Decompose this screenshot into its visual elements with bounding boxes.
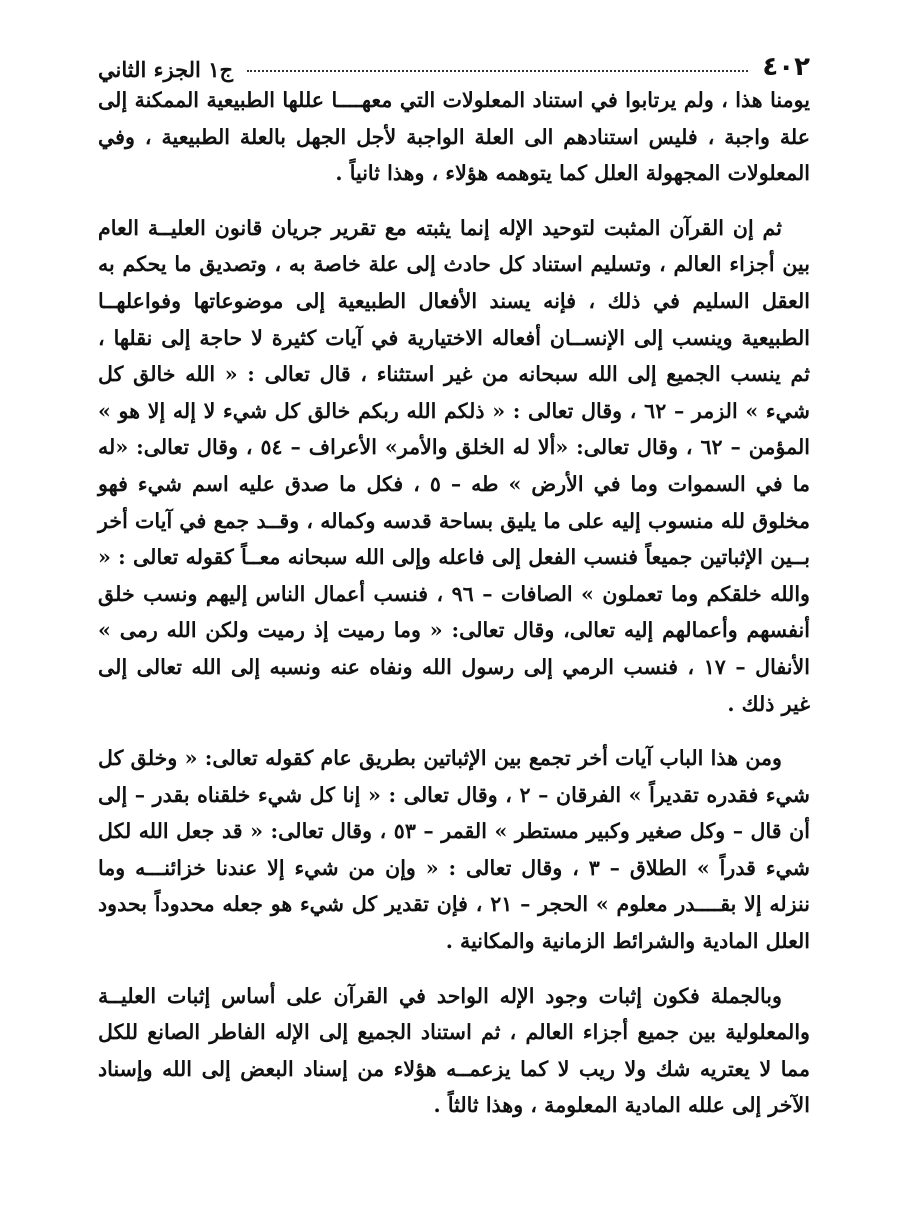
paragraph-1: يومنا هذا ، ولم يرتابوا في استناد المعلولات التي معهــــا عللها الطبيعية الممكنة إلى علة واجبة ، فليس استنادهم الى العلة الواجبة لأجل الجهل بالعلة الطبيعية ، وفي المعلولات المجهولة العلل كما يتوهمه هؤلاء ، وهذا ثانياً . <box>98 88 810 186</box>
paragraph-2: ثم إن القرآن المثبت لتوحيد الإله إنما يثبته مع تقرير جريان قانون العليــة العام بين أجزاء العالم ، وتسليم استناد كل حادث إلى علة خاصة به ، وتصديق ما يحكم به العقل السليم في ذلك ، فإنه يسند الأفعال الطبيعية إلى موضوعاتها وفواعلهــا الطبيعية وينسب إلى الإنســان أفعاله الاختيارية في آيات كثيرة لا حاجة إلى نقلها ، ثم ينسب الجميع إلى الله سبحانه من غير استثناء ، قال تعالى : « الله خالق كل شيء » الزمر – ٦٢ ، وقال تعالى : « ذلكم الله ربكم خالق كل شيء لا إله إلا هو » المؤمن – ٦٢ ، وقال تعالى: «ألا له الخلق والأمر» الأعراف – ٥٤ ، وقال تعالى: «له ما في السموات وما في الأرض » طه – ٥ ، فكل ما صدق عليه اسم شيء فهو مخلوق لله منسوب إليه على ما يليق بساحة قدسه وكماله ، وقــد جمع في آيات أخر بــين الإثباتين جميعاً فنسب الفعل إلى فاعله وإلى الله سبحانه معــاً كقوله تعالى : « والله خلقكم وما تعملون » الصافات – ٩٦ ، فنسب أعمال الناس إليهم ونسب خلق أنفسهم وأعمالهم إليه تعالى، وقال تعالى: « وما رميت إذ رميت ولكن الله رمى » الأنفال – ١٧ ، فنسب الرمي إلى رسول الله ونفاه عنه ونسبه إلى الله تعالى إلى غير ذلك . <box>98 215 811 716</box>
paragraph-3: ومن هذا الباب آيات أخر تجمع بين الإثباتين بطريق عام كقوله تعالى: « وخلق كل شيء فقدره تقديراً » الفرقان – ٢ ، وقال تعالى : « إنا كل شيء خلقناه بقدر – إلى أن قال – وكل صغير وكبير مستطر » القمر – ٥٣ ، وقال تعالى: « قد جعل الله لكل شيء قدراً » الطلاق – ٣ ، وقال تعالى : « وإن من شيء إلا عندنا خزائنـــه وما ننزله إلا بقــــدر معلوم » الحجر – ٢١ ، فإن تقدير كل شيء هو جعله محدوداً بحدود العلل المادية والشرائط الزمانية والمكانية . <box>98 746 811 954</box>
page-number: ٤٠٢ <box>762 52 810 82</box>
paragraph-4: وبالجملة فكون إثبات وجود الإله الواحد في القرآن على أساس إثبات العليــة والمعلولية بين جميع أجزاء العالم ، ثم استناد الجميع إلى الإله الفاطر الصانع للكل مما لا يعتريه شك ولا ريب لا كما يزعمــه هؤلاء من إسناد البعض إلى الله وإسناد الآخر إلى علله المادية المعلومة ، وهذا ثالثاً . <box>98 983 810 1118</box>
document-page <box>98 36 810 1124</box>
page-header <box>98 36 810 80</box>
header-dotted-leader <box>247 70 748 72</box>
running-head: ج١ الجزء الثاني <box>98 57 234 82</box>
